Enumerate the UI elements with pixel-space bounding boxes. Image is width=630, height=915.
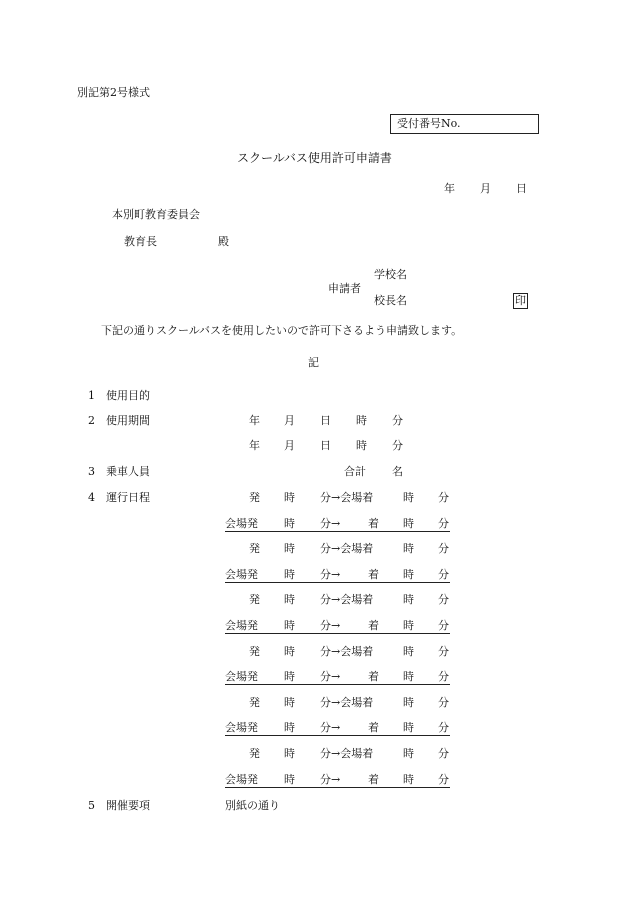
schedule-arrive-hour-label: 時	[403, 491, 414, 504]
schedule-hour-label: 時	[284, 696, 295, 709]
schedule-hour-label: 時	[284, 619, 295, 632]
schedule-depart-label: 発	[249, 542, 260, 555]
schedule-underline	[225, 633, 450, 634]
schedule-hour-label: 時	[284, 542, 295, 555]
applicant-label: 申請者	[328, 282, 361, 295]
schedule-arrive-minute-label: 分	[438, 773, 449, 786]
schedule-hour-label: 時	[284, 517, 295, 530]
schedule-hour-label: 時	[284, 747, 295, 760]
recipient-title: 教育長	[124, 235, 157, 248]
passengers-total-label: 合計	[344, 465, 366, 478]
reception-number-label: 受付番号No.	[397, 117, 461, 130]
schedule-arrive-minute-label: 分	[438, 696, 449, 709]
period-end-month: 月	[284, 439, 295, 452]
period-start-minute: 分	[392, 414, 403, 427]
recipient-honorific: 殿	[218, 235, 229, 248]
schedule-arrive-venue-label: 分→会場着	[320, 645, 374, 658]
schedule-arrive-hour-label: 時	[403, 645, 414, 658]
schedule-underline	[225, 787, 450, 788]
schedule-arrive-minute-label: 分	[438, 517, 449, 530]
schedule-arrive-minute-label: 分	[438, 721, 449, 734]
schedule-underline	[225, 582, 450, 583]
schedule-arrive-minute-label: 分	[438, 747, 449, 760]
schedule-arrive-venue-label: 分→会場着	[320, 491, 374, 504]
schedule-arrive-minute-label: 分	[438, 568, 449, 581]
period-start-year: 年	[249, 414, 260, 427]
schedule-minute-arrow-label: 分→	[320, 721, 341, 734]
body-text: 下記の通りスクールバスを使用したいので許可下さるよう申請致します。	[101, 324, 463, 337]
schedule-minute-arrow-label: 分→	[320, 773, 341, 786]
schedule-arrive-hour-label: 時	[403, 747, 414, 760]
schedule-arrive-label: 着	[368, 670, 379, 683]
schedule-underline	[225, 531, 450, 532]
schedule-venue-depart-label: 会場発	[225, 568, 258, 581]
schedule-depart-label: 発	[249, 747, 260, 760]
schedule-hour-label: 時	[284, 568, 295, 581]
schedule-arrive-venue-label: 分→会場着	[320, 696, 374, 709]
schedule-arrive-hour-label: 時	[403, 721, 414, 734]
date-year-label: 年	[444, 182, 455, 195]
period-start-hour: 時	[356, 414, 367, 427]
schedule-arrive-venue-label: 分→会場着	[320, 542, 374, 555]
schedule-venue-depart-label: 会場発	[225, 517, 258, 530]
schedule-hour-label: 時	[284, 593, 295, 606]
schedule-arrive-hour-label: 時	[403, 696, 414, 709]
item-label-period: 使用期間	[106, 414, 150, 427]
principal-name-label: 校長名	[374, 294, 407, 307]
schedule-arrive-hour-label: 時	[403, 568, 414, 581]
item-number: 5	[88, 799, 95, 812]
period-end-hour: 時	[356, 439, 367, 452]
schedule-underline	[225, 684, 450, 685]
school-name-label: 学校名	[374, 268, 407, 281]
schedule-venue-depart-label: 会場発	[225, 773, 258, 786]
period-end-minute: 分	[392, 439, 403, 452]
schedule-depart-label: 発	[249, 696, 260, 709]
item-label-guidelines: 開催要項	[106, 799, 150, 812]
schedule-depart-label: 発	[249, 645, 260, 658]
schedule-arrive-hour-label: 時	[403, 619, 414, 632]
schedule-arrive-venue-label: 分→会場着	[320, 593, 374, 606]
schedule-arrive-hour-label: 時	[403, 517, 414, 530]
schedule-venue-depart-label: 会場発	[225, 721, 258, 734]
schedule-arrive-minute-label: 分	[438, 670, 449, 683]
page-title: スクールバス使用許可申請書	[237, 151, 392, 165]
schedule-arrive-minute-label: 分	[438, 491, 449, 504]
schedule-venue-depart-label: 会場発	[225, 619, 258, 632]
schedule-minute-arrow-label: 分→	[320, 568, 341, 581]
schedule-venue-depart-label: 会場発	[225, 670, 258, 683]
item-number: 1	[88, 389, 95, 402]
schedule-arrive-hour-label: 時	[403, 542, 414, 555]
guidelines-value: 別紙の通り	[225, 799, 280, 812]
schedule-arrive-label: 着	[368, 619, 379, 632]
schedule-arrive-minute-label: 分	[438, 645, 449, 658]
item-number: 2	[88, 414, 95, 427]
schedule-arrive-hour-label: 時	[403, 593, 414, 606]
schedule-arrive-label: 着	[368, 773, 379, 786]
seal-mark: 印	[515, 294, 526, 307]
reception-number-box[interactable]	[390, 114, 539, 134]
schedule-hour-label: 時	[284, 645, 295, 658]
schedule-depart-label: 発	[249, 593, 260, 606]
schedule-arrive-label: 着	[368, 517, 379, 530]
date-month-label: 月	[480, 182, 491, 195]
schedule-depart-label: 発	[249, 491, 260, 504]
form-label: 別記第2号様式	[77, 86, 150, 99]
schedule-arrive-hour-label: 時	[403, 773, 414, 786]
passengers-unit: 名	[392, 465, 403, 478]
item-number: 3	[88, 465, 95, 478]
schedule-hour-label: 時	[284, 491, 295, 504]
item-label-purpose: 使用目的	[106, 389, 150, 402]
item-label-passengers: 乗車人員	[106, 465, 150, 478]
schedule-hour-label: 時	[284, 773, 295, 786]
period-end-day: 日	[320, 439, 331, 452]
schedule-arrive-label: 着	[368, 721, 379, 734]
date-day-label: 日	[516, 182, 527, 195]
item-label-schedule: 運行日程	[106, 491, 150, 504]
schedule-arrive-minute-label: 分	[438, 619, 449, 632]
schedule-arrive-minute-label: 分	[438, 593, 449, 606]
ki-heading: 記	[308, 356, 319, 369]
schedule-minute-arrow-label: 分→	[320, 670, 341, 683]
schedule-minute-arrow-label: 分→	[320, 517, 341, 530]
schedule-arrive-minute-label: 分	[438, 542, 449, 555]
recipient-org: 本別町教育委員会	[112, 208, 200, 221]
period-start-day: 日	[320, 414, 331, 427]
schedule-arrive-hour-label: 時	[403, 670, 414, 683]
period-start-month: 月	[284, 414, 295, 427]
schedule-arrive-label: 着	[368, 568, 379, 581]
schedule-hour-label: 時	[284, 721, 295, 734]
schedule-hour-label: 時	[284, 670, 295, 683]
schedule-underline	[225, 735, 450, 736]
schedule-minute-arrow-label: 分→	[320, 619, 341, 632]
item-number: 4	[88, 491, 95, 504]
period-end-year: 年	[249, 439, 260, 452]
schedule-arrive-venue-label: 分→会場着	[320, 747, 374, 760]
